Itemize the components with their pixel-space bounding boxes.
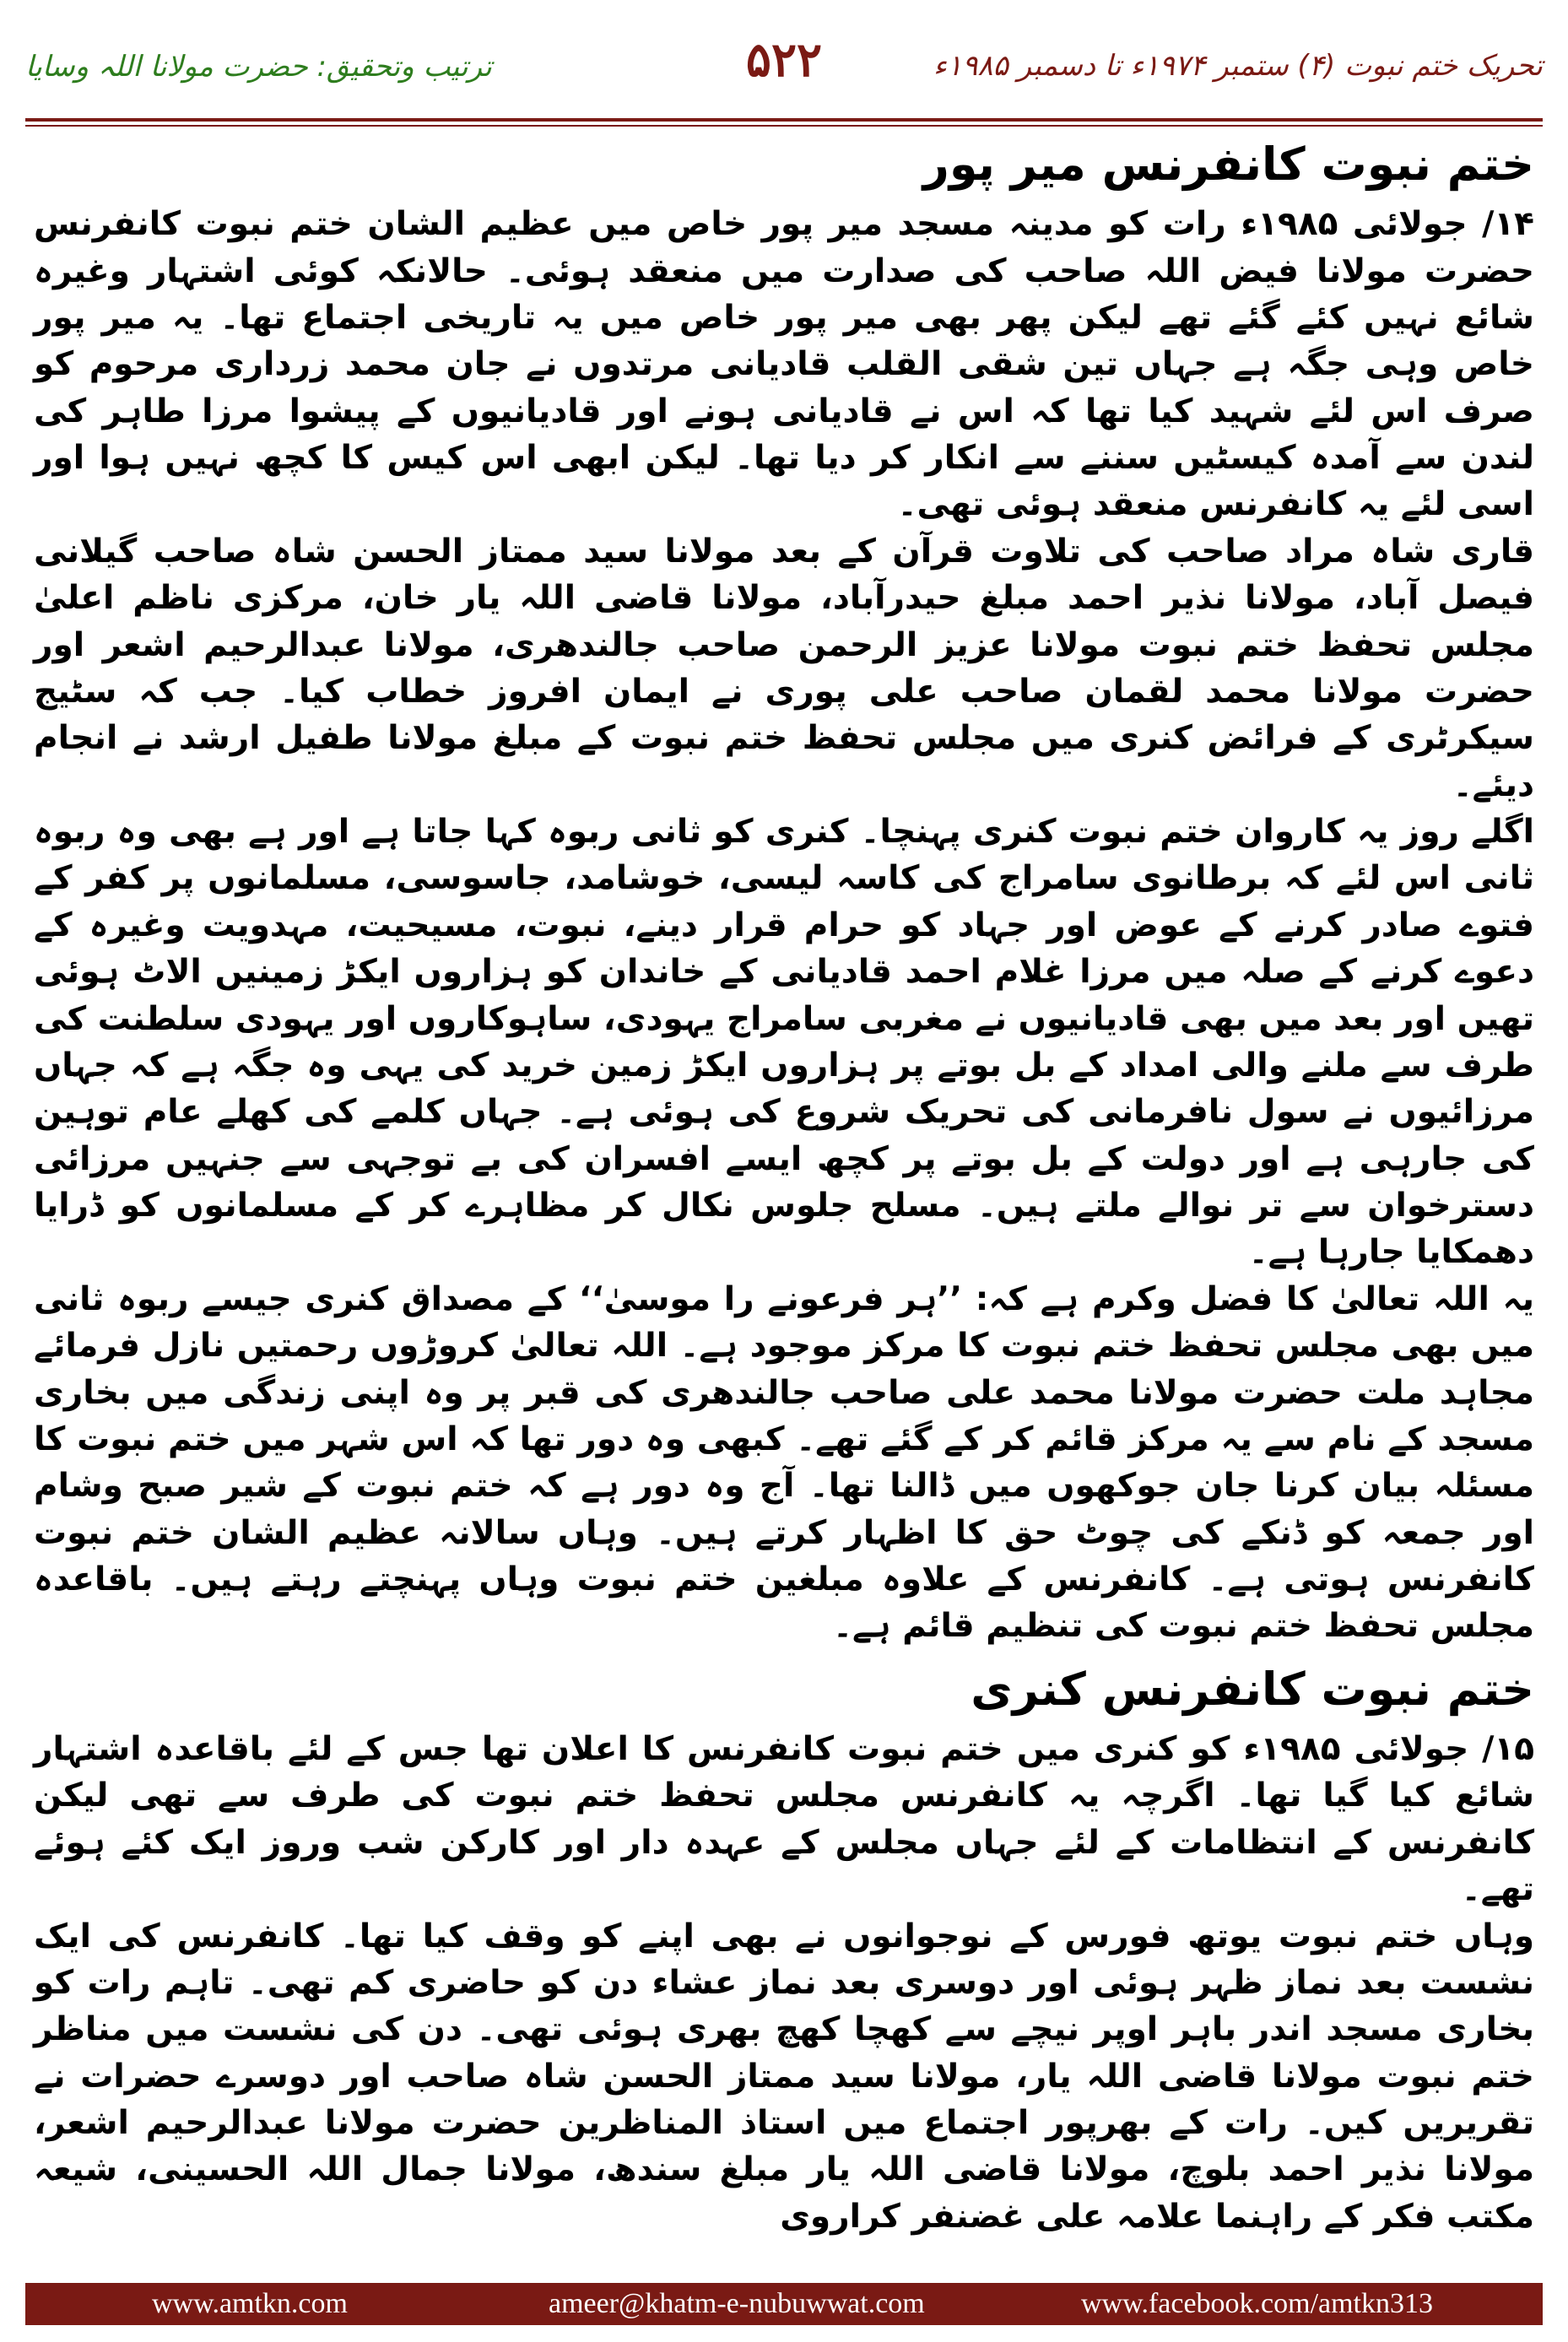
website-link[interactable]: www.amtkn.com <box>152 2288 348 2319</box>
paragraph: ۱۵/ جولائی ۱۹۸۵ء کو کنری میں ختم نبوت کانفرنس کا اعلان تھا جس کے لئے باقاعدہ اشتہار شائع کیا گیا تھا۔ اگرچہ یہ کانفرنس مجلس تحفظ ختم نبوت کی طرف سے تھی لیکن کانفرنس کے انتظامات کے لئے جہاں مجلس کے عہدہ دار اور کارکن شب وروز ایک کئے ہوئے تھے۔ <box>34 1730 1534 1909</box>
header-rule <box>25 118 1543 122</box>
section-heading-kunri: ختم نبوت کانفرنس کنری <box>971 1662 1534 1716</box>
facebook-link[interactable]: www.facebook.com/amtkn313 <box>1080 2288 1433 2319</box>
paragraph: قاری شاہ مراد صاحب کی تلاوت قرآن کے بعد مولانا سید ممتاز الحسن شاہ صاحب گیلانی فیصل آباد، مولانا نذیر احمد مبلغ حیدرآباد، مولانا قاضی اللہ یار خان، مرکزی ناظم اعلیٰ مجلس تحفظ ختم نبوت مولانا عزیز الرحمن صاحب جالندھری، مولانا عبدالرحیم اشعر اور حضرت مولانا محمد لقمان صاحب علی پوری نے ایمان افروز خطاب کیا۔ جب کہ سٹیج سیکرٹری کے فرائض کنری میں مجلس تحفظ ختم نبوت کے مبلغ مولانا طفیل ارشد نے انجام دیئے۔ <box>34 532 1534 804</box>
paragraph: اگلے روز یہ کاروان ختم نبوت کنری پہنچا۔ کنری کو ثانی ربوہ کہا جاتا ہے اور ہے بھی وہ ربوہ ثانی اس لئے کہ برطانوی سامراج کی کاسہ لیسی، خوشامد، جاسوسی، مسلمانوں پر کفر کے فتوے صادر کرنے کے عوض اور جہاد کو حرام قرار دینے، نبوت، مسیحیت، مہدویت وغیرہ کے دعوے کرنے کے صلہ میں مرزا غلام احمد قادیانی کے خاندان کو ہزاروں ایکڑ زمینیں الاٹ ہوئی تھیں اور بعد میں بھی قادیانیوں نے مغربی سامراج یہودی، ساہوکاروں اور یہودی سلطنت کی طرف سے ملنے والی امداد کے بل بوتے پر ہزاروں ایکڑ زمین خرید کی یہی وہ جگہ ہے کہ جہاں مرزائیوں نے سول نافرمانی کی تحریک شروع کی ہوئی ہے۔ جہاں کلمے کی کھلے عام توہین کی جارہی ہے اور دولت کے بل بوتے پر کچھ ایسے افسران کی بے توجہی سے جنہیں مرزائی دسترخوان سے تر نوالے ملتے ہیں۔ مسلح جلوس نکال کر مظاہرے کر کے مسلمانوں کو ڈرایا دھمکایا جارہا ہے۔ <box>34 813 1534 1272</box>
paragraph: ۱۴/ جولائی ۱۹۸۵ء رات کو مدینہ مسجد میر پور خاص میں عظیم الشان ختم نبوت کانفرنس حضرت مولانا فیض اللہ صاحب کی صدارت میں منعقد ہوئی۔ حالانکہ کوئی اشتہار وغیرہ شائع نہیں کئے گئے تھے لیکن پھر بھی میر پور خاص میں یہ تاریخی اجتماع تھا۔ یہ میر پور خاص وہی جگہ ہے جہاں تین شقی القلب قادیانی مرتدوں نے جان محمد زرداری مرحوم کو صرف اس لئے شہید کیا تھا کہ اس نے قادیانی ہونے اور قادیانیوں کے پیشوا مرزا طاہر کی لندن سے آمدہ کیسٹیں سننے سے انکار کر دیا تھا۔ لیکن ابھی اس کیس کا کچھ نہیں ہوا اور اسی لئے یہ کانفرنس منعقد ہوئی تھی۔ <box>34 205 1534 524</box>
paragraph: وہاں ختم نبوت یوتھ فورس کے نوجوانوں نے بھی اپنے کو وقف کیا تھا۔ کانفرنس کی ایک نشست بعد نماز ظہر ہوئی اور دوسری بعد نماز عشاء دن کو حاضری کم تھی۔ تاہم رات کو بخاری مسجد اندر باہر اوپر نیچے سے کھچا کھچ بھری ہوئی تھی۔ دن کی نشست میں مناظر ختم نبوت مولانا قاضی اللہ یار، مولانا سید ممتاز الحسن شاہ صاحب اور دوسرے حضرات نے تقریریں کیں۔ رات کے بھرپور اجتماع میں استاذ المناظرین حضرت مولانا عبدالرحیم اشعر، مولانا نذیر احمد بلوچ، مولانا قاضی اللہ یار مبلغ سندھ، مولانا جمال اللہ الحسینی، شیعہ مکتب فکر کے راہنما علامہ علی غضنفر کراروی <box>34 1917 1534 2236</box>
section-heading-mirpur: ختم نبوت کانفرنس میر پور <box>922 138 1534 191</box>
series-title: تحریک ختم نبوت (۴) ستمبر ۱۹۷۴ء تا دسمبر ۱۹۸۵ء <box>933 49 1543 83</box>
page-number: ۵۲۲ <box>745 32 823 88</box>
page-body <box>34 135 1534 2245</box>
page-footer <box>25 2283 1543 2325</box>
header-rule-thin <box>25 125 1543 127</box>
paragraph: یہ اللہ تعالیٰ کا فضل وکرم ہے کہ: ’’ہر فرعونے را موسیٰ‘‘ کے مصداق کنری جیسے ربوہ ثانی میں بھی مجلس تحفظ ختم نبوت کا مرکز موجود ہے۔ اللہ تعالیٰ کروڑوں رحمتیں نازل فرمائے مجاہد ملت حضرت مولانا محمد علی صاحب جالندھری کی قبر پر وہ اپنی زندگی میں بخاری مسجد کے نام سے یہ مرکز قائم کر کے گئے تھے۔ کبھی وہ دور تھا کہ اس شہر میں ختم نبوت کا مسئلہ بیان کرنا جان جوکھوں میں ڈالنا تھا۔ آج وہ دور ہے کہ ختم نبوت کے شیر صبح وشام اور جمعہ کو ڈنکے کی چوٹ حق کا اظہار کرتے ہیں۔ وہاں سالانہ عظیم الشان ختم نبوت کانفرنس ہوتی ہے۔ کانفرنس کے علاوہ مبلغین ختم نبوت وہاں پہنچتے رہتے ہیں۔ باقاعدہ مجلس تحفظ ختم نبوت کی تنظیم قائم ہے۔ <box>34 1279 1534 1646</box>
email-link[interactable]: ameer@khatm-e-nubuwwat.com <box>549 2288 925 2319</box>
page-header <box>25 24 1543 116</box>
compiler-credit: ترتیب وتحقیق: حضرت مولانا اللہ وسایا <box>25 50 492 84</box>
